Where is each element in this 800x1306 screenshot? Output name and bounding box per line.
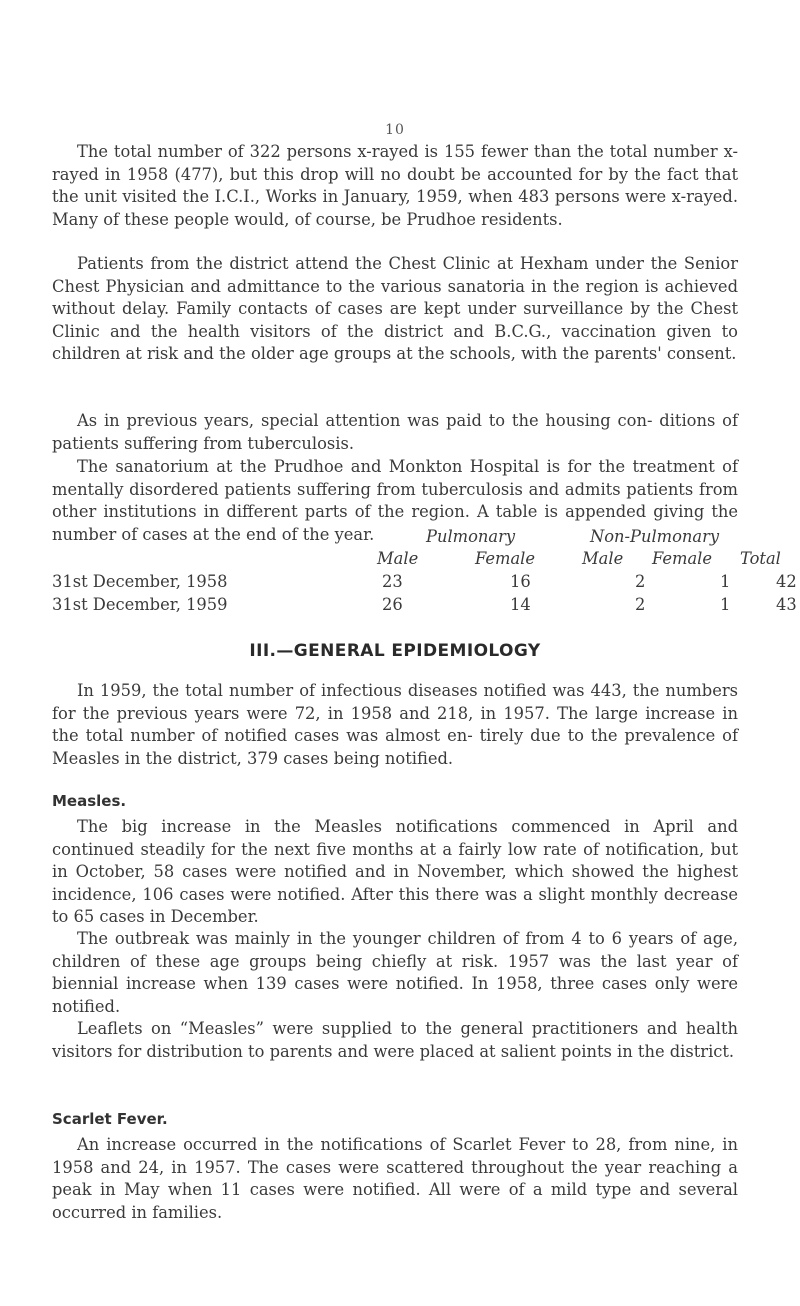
paragraph-measles-leaflets: Leaflets on “Measles” were supplied to the general practitioners and health visitors for distribution to parents and were placed at salient points in the district. [52, 1019, 738, 1061]
column-header-total: Total [740, 549, 781, 568]
paragraph-measles-increase: The big increase in the Measles notifications commenced in April and continued steadily for the next five months at a fairly low rate of notification, but in October, 58 cases were notified and in November, which showed the highest incidence, 106 cases were notified. After this there was a slight monthly decrease to 65 cases in December. [52, 817, 738, 927]
section-heading-epidemiology: III.—GENERAL EPIDEMIOLOGY [249, 641, 541, 661]
group-header-non-pulmonary: Non-Pulmonary [590, 527, 720, 546]
table-cell: 1 [720, 595, 731, 614]
table-cell: 42 [776, 572, 797, 591]
column-header-female: Female [652, 549, 713, 568]
paragraph-sanatorium: The sanatorium at the Prudhoe and Monkton Hospital is for the treatment of mentally disordered patients suffering from tuberculosis and admits patients from other institutions in different parts of the region. A table is appended giving the number of cases at the end of the year. [52, 457, 738, 544]
table-cell: 2 [635, 572, 646, 591]
paragraph-scarlet-fever: An increase occurred in the notifications of Scarlet Fever to 28, from nine, in 1958 and 24, in 1957. The cases were scattered throughout the year reaching a peak in May when 11 cases were notified. All were of a mild type and several occurred in families. [52, 1135, 738, 1222]
paragraph-xray-total: The total number of 322 persons x-rayed is 155 fewer than the total number x-rayed in 1958 (477), but this drop will no doubt be accounted for by the fact that the unit visited the I.C.I., Works in January, 1959, when 483 persons were x-rayed. Many of these people would, of course, be Prudhoe residents. [52, 142, 738, 229]
column-header-male: Male [582, 549, 624, 568]
group-header-pulmonary: Pulmonary [426, 527, 516, 546]
table-cell: 43 [776, 595, 797, 614]
paragraph-measles-outbreak: The outbreak was mainly in the younger children of from 4 to 6 years of age, children of these age groups being chiefly at risk. 1957 was the last year of biennial increase when 139 cases were notified. In 1958, three cases only were notified. [52, 929, 738, 1016]
column-header-male: Male [377, 549, 419, 568]
table-cell: 2 [635, 595, 646, 614]
row-label: 31st December, 1959 [52, 595, 228, 614]
row-label: 31st December, 1958 [52, 572, 228, 591]
paragraph-epidemiology: In 1959, the total number of infectious diseases notified was 443, the numbers for the previous years were 72, in 1958 and 218, in 1957. The large increase in the total number of notified cases was almost en- tirely due to the prevalence of Measles in the district, 379 cases being notified. [52, 681, 738, 768]
paragraph-chest-clinic: Patients from the district attend the Chest Clinic at Hexham under the Senior Chest Physician and admittance to the various sanatoria in the region is achieved without delay. Family contacts of cases are kept under surveillance by the Chest Clinic and the health visitors of the district and B.C.G., vaccination given to children at risk and the older age groups at the schools, with the parents' consent. [52, 254, 738, 364]
table-cell: 23 [382, 572, 403, 591]
table-cell: 14 [510, 595, 531, 614]
subheading-scarlet-fever: Scarlet Fever. [52, 1110, 168, 1128]
paragraph-housing: As in previous years, special attention was paid to the housing con- ditions of patients suffering from tuberculosis. [52, 411, 738, 453]
page-number: 10 [385, 122, 405, 138]
table-cell: 16 [510, 572, 531, 591]
table-cell: 1 [720, 572, 731, 591]
subheading-measles: Measles. [52, 792, 127, 810]
table-cell: 26 [382, 595, 403, 614]
column-header-female: Female [475, 549, 536, 568]
